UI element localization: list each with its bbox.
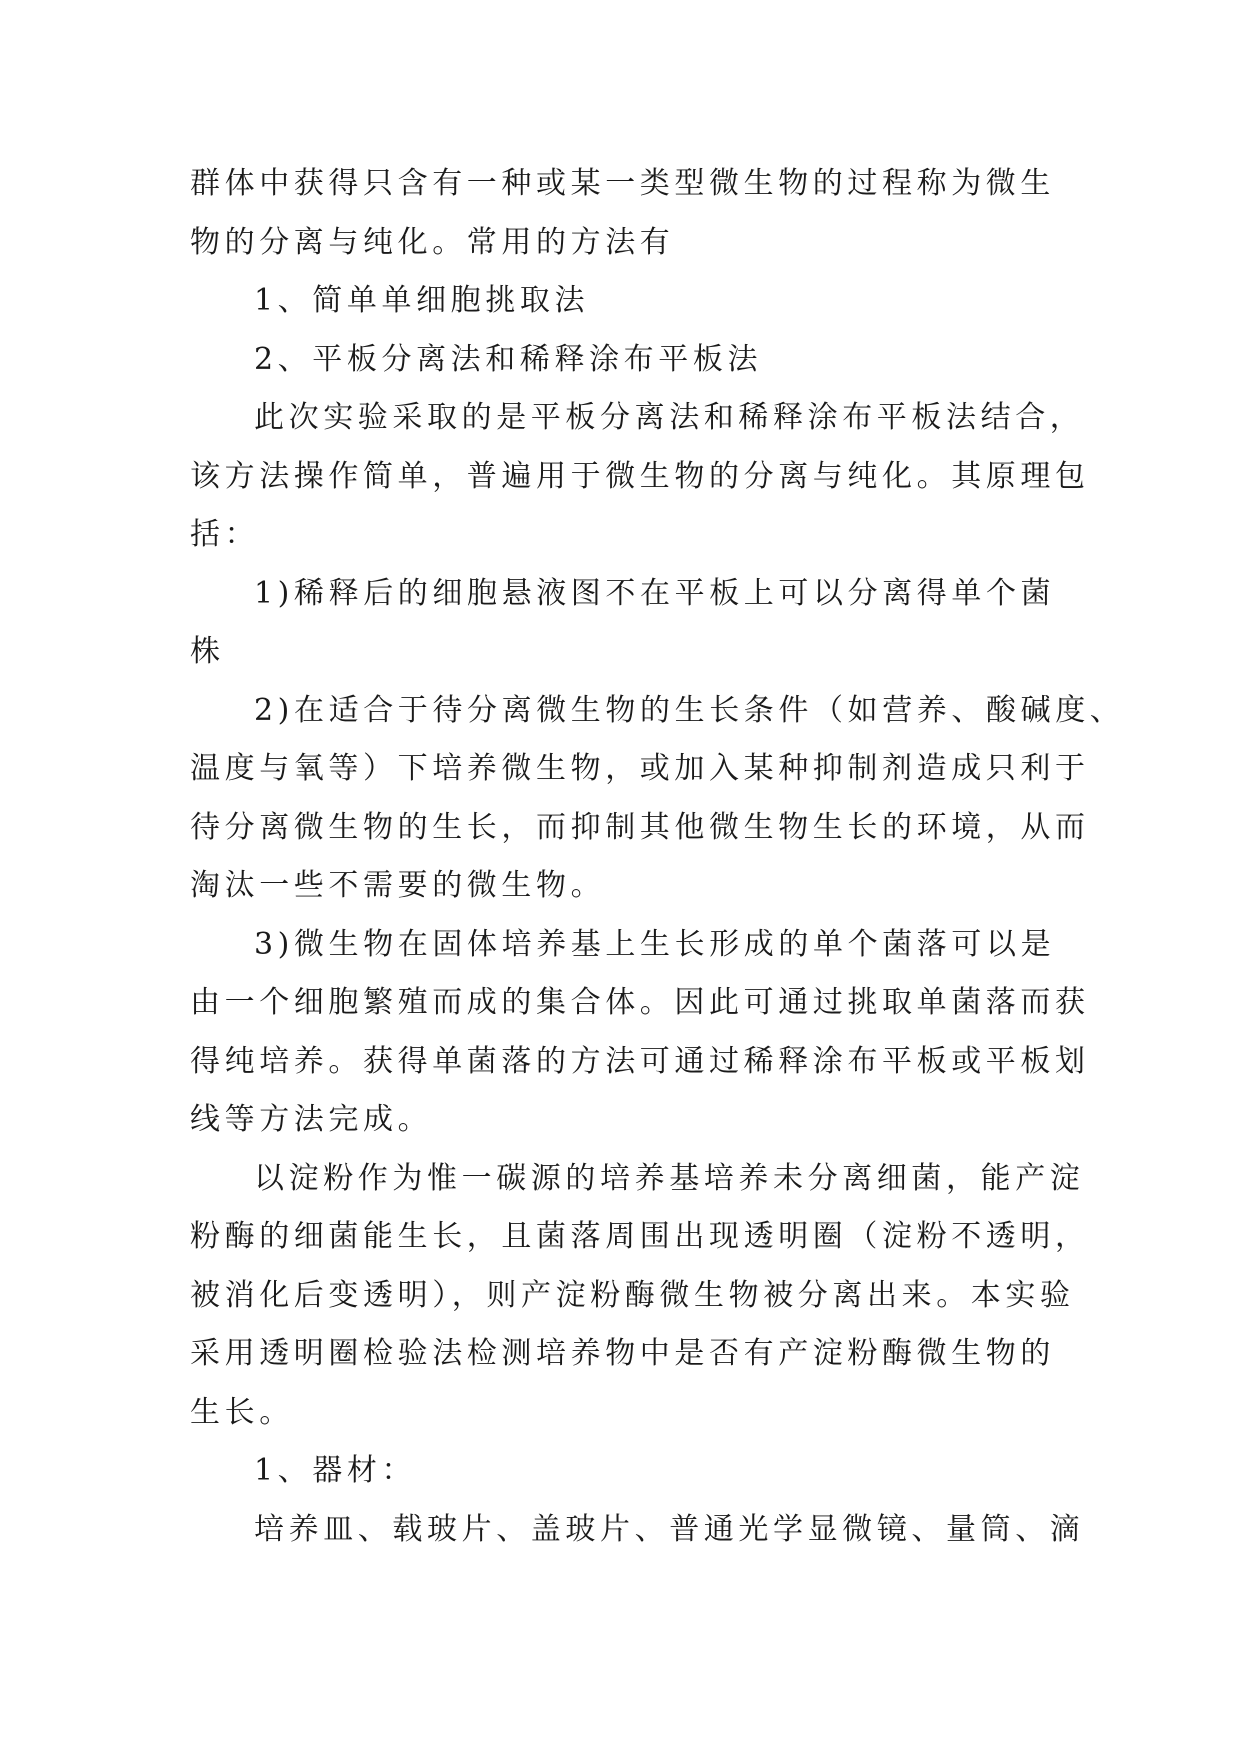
text-line: 被消化后变透明），则产淀粉酶微生物被分离出来。本实验	[190, 1277, 1075, 1313]
text-line: 以淀粉作为惟一碳源的培养基培养未分离细菌，能产淀	[254, 1160, 1085, 1196]
list-item: 2、平板分离法和稀释涂布平板法	[254, 341, 763, 377]
text-line: 群体中获得只含有一种或某一类型微生物的过程称为微生	[190, 166, 1055, 201]
text-line: 得纯培养。获得单菌落的方法可通过稀释涂布平板或平板划	[190, 1043, 1090, 1079]
text-line: 该方法操作简单，普遍用于微生物的分离与纯化。其原理包	[190, 458, 1090, 494]
text-line: 1)稀释后的细胞悬液图不在平板上可以分离得单个菌	[254, 575, 1056, 611]
text-line: 株	[190, 634, 225, 669]
text-line: 2)在适合于待分离微生物的生长条件（如营养、酸碱度、	[254, 692, 1125, 728]
text-line: 粉酶的细菌能生长，且菌落周围出现透明圈（淀粉不透明，	[190, 1219, 1090, 1254]
text-line: 物的分离与纯化。常用的方法有	[190, 224, 675, 260]
text-line: 生长。	[190, 1394, 294, 1430]
text-line: 采用透明圈检验法检测培养物中是否有产淀粉酶微生物的	[190, 1336, 1055, 1371]
text-line: 培养皿、载玻片、盖玻片、普通光学显微镜、量筒、滴	[254, 1511, 1085, 1547]
document-page	[190, 155, 1125, 1559]
text-line: 由一个细胞繁殖而成的集合体。因此可通过挑取单菌落而获	[190, 985, 1090, 1020]
text-line: 线等方法完成。	[190, 1102, 433, 1137]
text-line: 3)微生物在固体培养基上生长形成的单个菌落可以是	[254, 926, 1056, 962]
text-line: 括：	[190, 517, 260, 552]
list-item: 1、简单单细胞挑取法	[254, 283, 590, 318]
section-heading: 1、器材：	[254, 1453, 417, 1488]
text-line: 此次实验采取的是平板分离法和稀释涂布平板法结合，	[254, 400, 1085, 435]
text-line: 温度与氧等）下培养微生物，或加入某种抑制剂造成只利于	[190, 751, 1090, 786]
text-line: 待分离微生物的生长，而抑制其他微生物生长的环境，从而	[190, 809, 1090, 845]
text-line: 淘汰一些不需要的微生物。	[190, 868, 606, 903]
